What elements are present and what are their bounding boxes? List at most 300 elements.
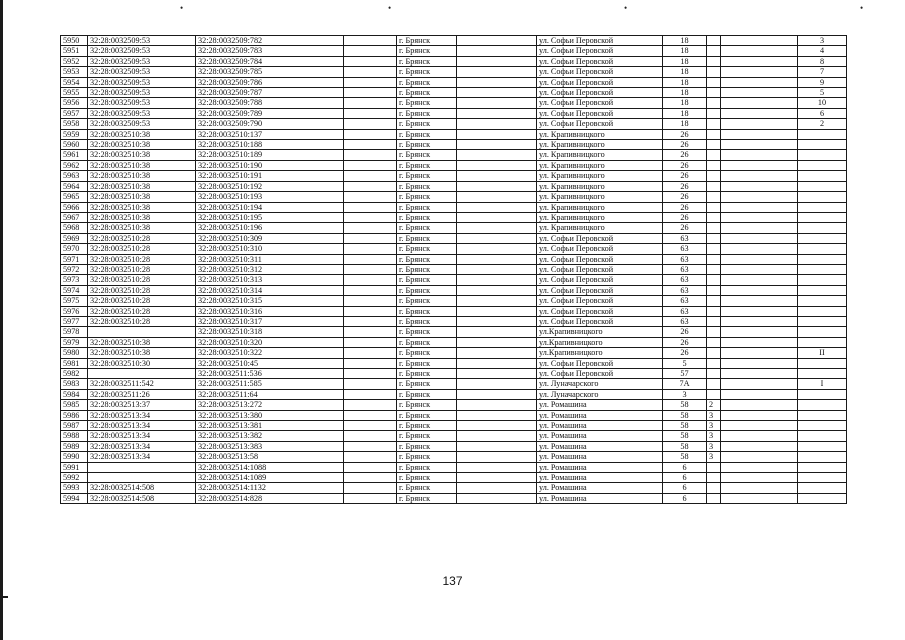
parent-cadastral-number-cell: 32:28:0032513:34: [88, 421, 196, 431]
parent-cadastral-number-cell: 32:28:0032510:28: [88, 296, 196, 306]
cadastral-number-cell: 32:28:0032510:194: [196, 202, 344, 212]
blank-column-cell: [344, 129, 397, 139]
table-row: [61, 327, 847, 337]
parent-cadastral-number-cell: 32:28:0032509:53: [88, 108, 196, 118]
blank-column-cell: [721, 285, 798, 295]
apartment-number-cell: 5: [798, 88, 847, 98]
parent-cadastral-number-cell: [88, 369, 196, 379]
street-cell: ул. Софьи Перовской: [537, 56, 663, 66]
punch-mark: •: [388, 3, 392, 13]
blank-column-cell: [344, 192, 397, 202]
record-number-cell: 5957: [61, 108, 88, 118]
record-number-cell: 5955: [61, 88, 88, 98]
house-number-cell: 18: [663, 56, 707, 66]
record-number-cell: 5984: [61, 389, 88, 399]
blank-column-cell: [721, 275, 798, 285]
cadastral-number-cell: 32:28:0032513:383: [196, 441, 344, 451]
blank-column-cell: [457, 264, 537, 274]
city-cell: г. Брянск: [397, 67, 457, 77]
blank-column-cell: [344, 212, 397, 222]
building-number-cell: [707, 192, 721, 202]
parent-cadastral-number-cell: 32:28:0032510:38: [88, 140, 196, 150]
street-cell: ул. Крапивницкого: [537, 192, 663, 202]
street-cell: ул. Софьи Перовской: [537, 46, 663, 56]
record-number-cell: 5954: [61, 77, 88, 87]
house-number-cell: 5: [663, 358, 707, 368]
blank-column-cell: [721, 493, 798, 503]
blank-column-cell: [344, 233, 397, 243]
parent-cadastral-number-cell: 32:28:0032510:38: [88, 192, 196, 202]
apartment-number-cell: [798, 327, 847, 337]
blank-column-cell: [344, 410, 397, 420]
blank-column-cell: [457, 160, 537, 170]
cadastral-number-cell: 32:28:0032510:195: [196, 212, 344, 222]
table-row: [61, 212, 847, 222]
parent-cadastral-number-cell: 32:28:0032510:28: [88, 285, 196, 295]
parent-cadastral-number-cell: 32:28:0032510:28: [88, 254, 196, 264]
record-number-cell: 5973: [61, 275, 88, 285]
blank-column-cell: [721, 46, 798, 56]
table-row: [61, 483, 847, 493]
blank-column-cell: [344, 483, 397, 493]
cadastral-number-cell: 32:28:0032509:783: [196, 46, 344, 56]
building-number-cell: [707, 160, 721, 170]
apartment-number-cell: [798, 140, 847, 150]
cadastral-number-cell: 32:28:0032510:312: [196, 264, 344, 274]
apartment-number-cell: [798, 473, 847, 483]
house-number-cell: 26: [663, 140, 707, 150]
record-number-cell: 5989: [61, 441, 88, 451]
blank-column-cell: [457, 441, 537, 451]
cadastral-number-cell: 32:28:0032510:188: [196, 140, 344, 150]
blank-column-cell: [457, 119, 537, 129]
house-number-cell: 57: [663, 369, 707, 379]
building-number-cell: [707, 56, 721, 66]
apartment-number-cell: [798, 410, 847, 420]
cadastral-number-cell: 32:28:0032509:784: [196, 56, 344, 66]
parent-cadastral-number-cell: 32:28:0032514:508: [88, 483, 196, 493]
record-number-cell: 5993: [61, 483, 88, 493]
blank-column-cell: [344, 36, 397, 46]
parent-cadastral-number-cell: 32:28:0032510:28: [88, 306, 196, 316]
house-number-cell: 26: [663, 192, 707, 202]
city-cell: г. Брянск: [397, 316, 457, 326]
table-row: [61, 223, 847, 233]
building-number-cell: [707, 212, 721, 222]
cadastral-number-cell: 32:28:0032511:585: [196, 379, 344, 389]
blank-column-cell: [457, 36, 537, 46]
building-number-cell: 3: [707, 431, 721, 441]
city-cell: г. Брянск: [397, 254, 457, 264]
street-cell: ул. Софьи Перовской: [537, 36, 663, 46]
record-number-cell: 5992: [61, 473, 88, 483]
city-cell: г. Брянск: [397, 140, 457, 150]
punch-mark: •: [180, 3, 184, 13]
table-row: [61, 275, 847, 285]
record-number-cell: 5968: [61, 223, 88, 233]
blank-column-cell: [457, 56, 537, 66]
apartment-number-cell: [798, 337, 847, 347]
record-number-cell: 5970: [61, 244, 88, 254]
city-cell: г. Брянск: [397, 233, 457, 243]
city-cell: г. Брянск: [397, 473, 457, 483]
street-cell: ул. Крапивницкого: [537, 181, 663, 191]
building-number-cell: [707, 202, 721, 212]
blank-column-cell: [457, 88, 537, 98]
table-row: [61, 192, 847, 202]
city-cell: г. Брянск: [397, 77, 457, 87]
city-cell: г. Брянск: [397, 421, 457, 431]
blank-column-cell: [344, 493, 397, 503]
table-row: [61, 181, 847, 191]
blank-column-cell: [344, 150, 397, 160]
apartment-number-cell: [798, 400, 847, 410]
blank-column-cell: [721, 306, 798, 316]
blank-column-cell: [344, 46, 397, 56]
blank-column-cell: [457, 192, 537, 202]
blank-column-cell: [457, 233, 537, 243]
table-row: [61, 400, 847, 410]
parent-cadastral-number-cell: 32:28:0032510:38: [88, 129, 196, 139]
blank-column-cell: [344, 119, 397, 129]
city-cell: г. Брянск: [397, 452, 457, 462]
blank-column-cell: [457, 421, 537, 431]
blank-column-cell: [721, 56, 798, 66]
blank-column-cell: [457, 181, 537, 191]
parent-cadastral-number-cell: 32:28:0032511:26: [88, 389, 196, 399]
apartment-number-cell: [798, 129, 847, 139]
parent-cadastral-number-cell: 32:28:0032513:34: [88, 431, 196, 441]
blank-column-cell: [721, 129, 798, 139]
record-number-cell: 5961: [61, 150, 88, 160]
blank-column-cell: [344, 98, 397, 108]
city-cell: г. Брянск: [397, 441, 457, 451]
street-cell: ул.Крапивницкого: [537, 327, 663, 337]
building-number-cell: 3: [707, 410, 721, 420]
house-number-cell: 18: [663, 88, 707, 98]
blank-column-cell: [457, 140, 537, 150]
blank-column-cell: [344, 379, 397, 389]
blank-column-cell: [344, 389, 397, 399]
blank-column-cell: [457, 327, 537, 337]
apartment-number-cell: [798, 369, 847, 379]
city-cell: г. Брянск: [397, 36, 457, 46]
house-number-cell: 58: [663, 452, 707, 462]
apartment-number-cell: [798, 212, 847, 222]
blank-column-cell: [457, 306, 537, 316]
table-row: [61, 431, 847, 441]
apartment-number-cell: 10: [798, 98, 847, 108]
blank-column-cell: [344, 316, 397, 326]
blank-column-cell: [344, 160, 397, 170]
blank-column-cell: [721, 483, 798, 493]
blank-column-cell: [721, 369, 798, 379]
building-number-cell: [707, 493, 721, 503]
cadastral-number-cell: 32:28:0032511:536: [196, 369, 344, 379]
building-number-cell: [707, 244, 721, 254]
house-number-cell: 63: [663, 254, 707, 264]
table-row: [61, 389, 847, 399]
apartment-number-cell: [798, 254, 847, 264]
city-cell: г. Брянск: [397, 275, 457, 285]
parent-cadastral-number-cell: 32:28:0032509:53: [88, 77, 196, 87]
apartment-number-cell: 9: [798, 77, 847, 87]
table-row: [61, 306, 847, 316]
parent-cadastral-number-cell: 32:28:0032510:28: [88, 233, 196, 243]
blank-column-cell: [457, 348, 537, 358]
apartment-number-cell: [798, 264, 847, 274]
cadastral-number-cell: 32:28:0032510:45: [196, 358, 344, 368]
city-cell: г. Брянск: [397, 160, 457, 170]
cadastral-number-cell: 32:28:0032513:381: [196, 421, 344, 431]
cadastral-number-cell: 32:28:0032510:315: [196, 296, 344, 306]
apartment-number-cell: [798, 441, 847, 451]
blank-column-cell: [721, 410, 798, 420]
blank-column-cell: [344, 358, 397, 368]
punch-mark: •: [624, 3, 628, 13]
building-number-cell: [707, 473, 721, 483]
record-number-cell: 5964: [61, 181, 88, 191]
parent-cadastral-number-cell: 32:28:0032510:28: [88, 316, 196, 326]
table-row: [61, 108, 847, 118]
blank-column-cell: [344, 327, 397, 337]
parent-cadastral-number-cell: 32:28:0032510:38: [88, 150, 196, 160]
blank-column-cell: [344, 77, 397, 87]
blank-column-cell: [344, 56, 397, 66]
building-number-cell: [707, 119, 721, 129]
blank-column-cell: [457, 379, 537, 389]
city-cell: г. Брянск: [397, 192, 457, 202]
blank-column-cell: [721, 119, 798, 129]
house-number-cell: 26: [663, 327, 707, 337]
cadastral-number-cell: 32:28:0032510:318: [196, 327, 344, 337]
blank-column-cell: [457, 452, 537, 462]
street-cell: ул. Луначарского: [537, 379, 663, 389]
apartment-number-cell: [798, 316, 847, 326]
house-number-cell: 6: [663, 493, 707, 503]
parent-cadastral-number-cell: 32:28:0032511:542: [88, 379, 196, 389]
cadastral-number-cell: 32:28:0032510:193: [196, 192, 344, 202]
cadastral-number-cell: 32:28:0032510:320: [196, 337, 344, 347]
building-number-cell: [707, 285, 721, 295]
building-number-cell: [707, 379, 721, 389]
cadastral-number-cell: 32:28:0032510:311: [196, 254, 344, 264]
blank-column-cell: [344, 223, 397, 233]
blank-column-cell: [721, 358, 798, 368]
parent-cadastral-number-cell: 32:28:0032510:28: [88, 244, 196, 254]
apartment-number-cell: [798, 421, 847, 431]
parent-cadastral-number-cell: [88, 462, 196, 472]
house-number-cell: 63: [663, 244, 707, 254]
table-row: [61, 379, 847, 389]
property-register-table: [60, 35, 847, 504]
cadastral-number-cell: 32:28:0032514:828: [196, 493, 344, 503]
cadastral-number-cell: 32:28:0032509:782: [196, 36, 344, 46]
street-cell: ул. Софьи Перовской: [537, 88, 663, 98]
blank-column-cell: [344, 254, 397, 264]
building-number-cell: [707, 264, 721, 274]
table-row: [61, 316, 847, 326]
city-cell: г. Брянск: [397, 296, 457, 306]
blank-column-cell: [344, 244, 397, 254]
blank-column-cell: [721, 348, 798, 358]
blank-column-cell: [344, 400, 397, 410]
record-number-cell: 5975: [61, 296, 88, 306]
cadastral-number-cell: 32:28:0032514:1132: [196, 483, 344, 493]
table-row: [61, 264, 847, 274]
parent-cadastral-number-cell: 32:28:0032513:34: [88, 452, 196, 462]
building-number-cell: [707, 358, 721, 368]
record-number-cell: 5965: [61, 192, 88, 202]
building-number-cell: 3: [707, 441, 721, 451]
apartment-number-cell: 4: [798, 46, 847, 56]
table-row: [61, 46, 847, 56]
apartment-number-cell: [798, 171, 847, 181]
apartment-number-cell: [798, 223, 847, 233]
city-cell: г. Брянск: [397, 212, 457, 222]
blank-column-cell: [457, 337, 537, 347]
table-row: [61, 452, 847, 462]
parent-cadastral-number-cell: 32:28:0032510:38: [88, 348, 196, 358]
street-cell: ул. Софьи Перовской: [537, 98, 663, 108]
building-number-cell: 3: [707, 421, 721, 431]
record-number-cell: 5986: [61, 410, 88, 420]
street-cell: ул. Крапивницкого: [537, 150, 663, 160]
house-number-cell: 6: [663, 462, 707, 472]
building-number-cell: [707, 483, 721, 493]
house-number-cell: 63: [663, 233, 707, 243]
building-number-cell: [707, 140, 721, 150]
city-cell: г. Брянск: [397, 327, 457, 337]
blank-column-cell: [344, 462, 397, 472]
record-number-cell: 5972: [61, 264, 88, 274]
cadastral-number-cell: 32:28:0032510:314: [196, 285, 344, 295]
scan-edge-bar: [0, 0, 3, 640]
blank-column-cell: [344, 275, 397, 285]
cadastral-number-cell: 32:28:0032510:189: [196, 150, 344, 160]
blank-column-cell: [457, 150, 537, 160]
apartment-number-cell: [798, 452, 847, 462]
house-number-cell: 58: [663, 400, 707, 410]
house-number-cell: 18: [663, 77, 707, 87]
city-cell: г. Брянск: [397, 410, 457, 420]
building-number-cell: [707, 254, 721, 264]
apartment-number-cell: [798, 160, 847, 170]
house-number-cell: 7А: [663, 379, 707, 389]
cadastral-number-cell: 32:28:0032510:190: [196, 160, 344, 170]
street-cell: ул. Ромашина: [537, 431, 663, 441]
apartment-number-cell: 6: [798, 108, 847, 118]
table-row: [61, 150, 847, 160]
record-number-cell: 5977: [61, 316, 88, 326]
table-row: [61, 129, 847, 139]
blank-column-cell: [457, 483, 537, 493]
record-number-cell: 5967: [61, 212, 88, 222]
blank-column-cell: [457, 296, 537, 306]
city-cell: г. Брянск: [397, 129, 457, 139]
building-number-cell: [707, 108, 721, 118]
city-cell: г. Брянск: [397, 150, 457, 160]
table-row: [61, 254, 847, 264]
building-number-cell: [707, 337, 721, 347]
blank-column-cell: [344, 67, 397, 77]
cadastral-number-cell: 32:28:0032509:789: [196, 108, 344, 118]
house-number-cell: 26: [663, 181, 707, 191]
house-number-cell: 26: [663, 129, 707, 139]
blank-column-cell: [457, 223, 537, 233]
blank-column-cell: [721, 202, 798, 212]
apartment-number-cell: 7: [798, 67, 847, 77]
street-cell: ул. Софьи Перовской: [537, 285, 663, 295]
house-number-cell: 6: [663, 473, 707, 483]
record-number-cell: 5982: [61, 369, 88, 379]
building-number-cell: [707, 389, 721, 399]
apartment-number-cell: [798, 462, 847, 472]
blank-column-cell: [344, 337, 397, 347]
blank-column-cell: [344, 473, 397, 483]
parent-cadastral-number-cell: 32:28:0032510:38: [88, 171, 196, 181]
record-number-cell: 5952: [61, 56, 88, 66]
blank-column-cell: [721, 264, 798, 274]
house-number-cell: 26: [663, 212, 707, 222]
house-number-cell: 18: [663, 67, 707, 77]
blank-column-cell: [457, 275, 537, 285]
street-cell: ул. Ромашина: [537, 421, 663, 431]
punch-mark: •: [860, 3, 864, 13]
record-number-cell: 5971: [61, 254, 88, 264]
city-cell: г. Брянск: [397, 119, 457, 129]
building-number-cell: [707, 223, 721, 233]
blank-column-cell: [457, 493, 537, 503]
house-number-cell: 3: [663, 389, 707, 399]
cadastral-number-cell: 32:28:0032513:272: [196, 400, 344, 410]
cadastral-number-cell: 32:28:0032510:309: [196, 233, 344, 243]
parent-cadastral-number-cell: 32:28:0032510:38: [88, 202, 196, 212]
record-number-cell: 5959: [61, 129, 88, 139]
building-number-cell: [707, 233, 721, 243]
building-number-cell: [707, 77, 721, 87]
record-number-cell: 5960: [61, 140, 88, 150]
street-cell: ул. Ромашина: [537, 473, 663, 483]
building-number-cell: [707, 171, 721, 181]
record-number-cell: 5987: [61, 421, 88, 431]
building-number-cell: [707, 306, 721, 316]
city-cell: г. Брянск: [397, 348, 457, 358]
blank-column-cell: [344, 296, 397, 306]
blank-column-cell: [457, 389, 537, 399]
cadastral-number-cell: 32:28:0032509:785: [196, 67, 344, 77]
apartment-number-cell: [798, 233, 847, 243]
city-cell: г. Брянск: [397, 285, 457, 295]
table-row: [61, 77, 847, 87]
city-cell: г. Брянск: [397, 244, 457, 254]
blank-column-cell: [457, 473, 537, 483]
blank-column-cell: [721, 389, 798, 399]
city-cell: г. Брянск: [397, 88, 457, 98]
blank-column-cell: [721, 441, 798, 451]
house-number-cell: 26: [663, 337, 707, 347]
record-number-cell: 5978: [61, 327, 88, 337]
apartment-number-cell: [798, 285, 847, 295]
apartment-number-cell: I: [798, 379, 847, 389]
city-cell: г. Брянск: [397, 431, 457, 441]
building-number-cell: [707, 369, 721, 379]
house-number-cell: 63: [663, 316, 707, 326]
table-row: [61, 88, 847, 98]
house-number-cell: 63: [663, 306, 707, 316]
cadastral-number-cell: 32:28:0032514:1088: [196, 462, 344, 472]
street-cell: ул. Софьи Перовской: [537, 369, 663, 379]
